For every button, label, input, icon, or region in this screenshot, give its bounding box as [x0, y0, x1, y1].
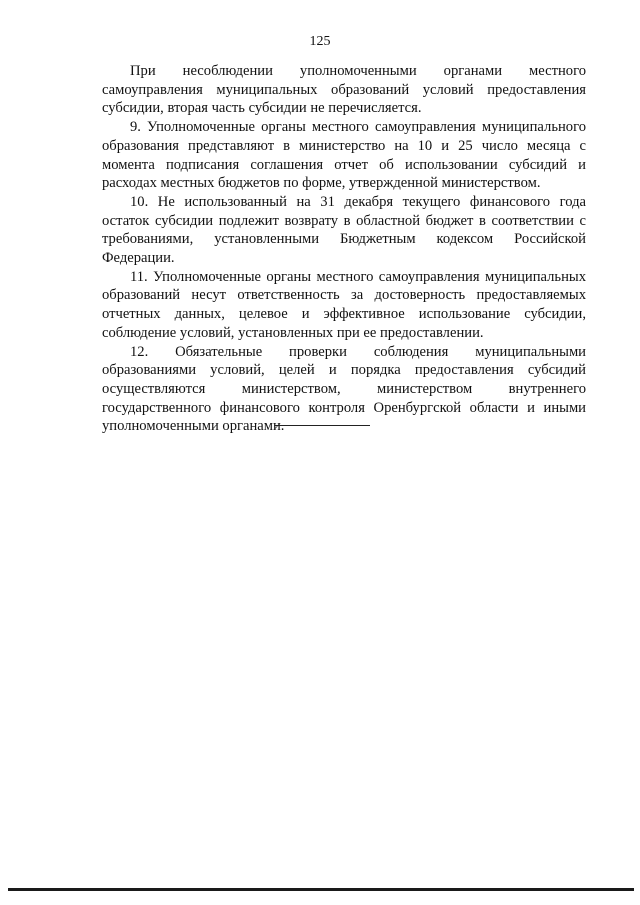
paragraph-12-inspections: 12. Обязательные проверки соблюдения муниципальными образованиями условий, целей и порядка предоставления субсидий осуществляются министерством, министерством внутреннего государственного финансового контроля Оренбургской области и иными уполномоченными органами.: [102, 343, 586, 435]
paragraph-10-refund: 10. Не использованный на 31 декабря текущего финансового года остаток субсидии подлежит возврату в областной бюджет в соответствии с требованиями, установленными Бюджетным кодексом Российской Федерации.: [102, 193, 586, 267]
paragraph-9-reporting: 9. Уполномоченные органы местного самоуправления муниципального образования представляют в министерство на 10 и 25 число месяца с момента подписания соглашения отчет об использовании субсидий и расходах местных бюджетов по форме, утвержденной министерством.: [102, 119, 586, 192]
paragraph-subsidy-second-part: При несоблюдении уполномоченными органами местного самоуправления муниципальных образований условий предоставления субсидии, вторая часть субсидии не перечисляется.: [102, 63, 586, 117]
paragraph-11-responsibility: 11. Уполномоченные органы местного самоуправления муниципальных образований несут ответственность за достоверность предоставляемых отчетных данных, целевое и эффективное использование субсидии, соблюдение условий, установленных при ее предоставлении.: [102, 268, 586, 341]
document-body: [102, 62, 586, 436]
page-number: 125: [309, 34, 331, 49]
end-separator-line: [274, 425, 370, 426]
scan-bottom-edge: [8, 888, 634, 891]
